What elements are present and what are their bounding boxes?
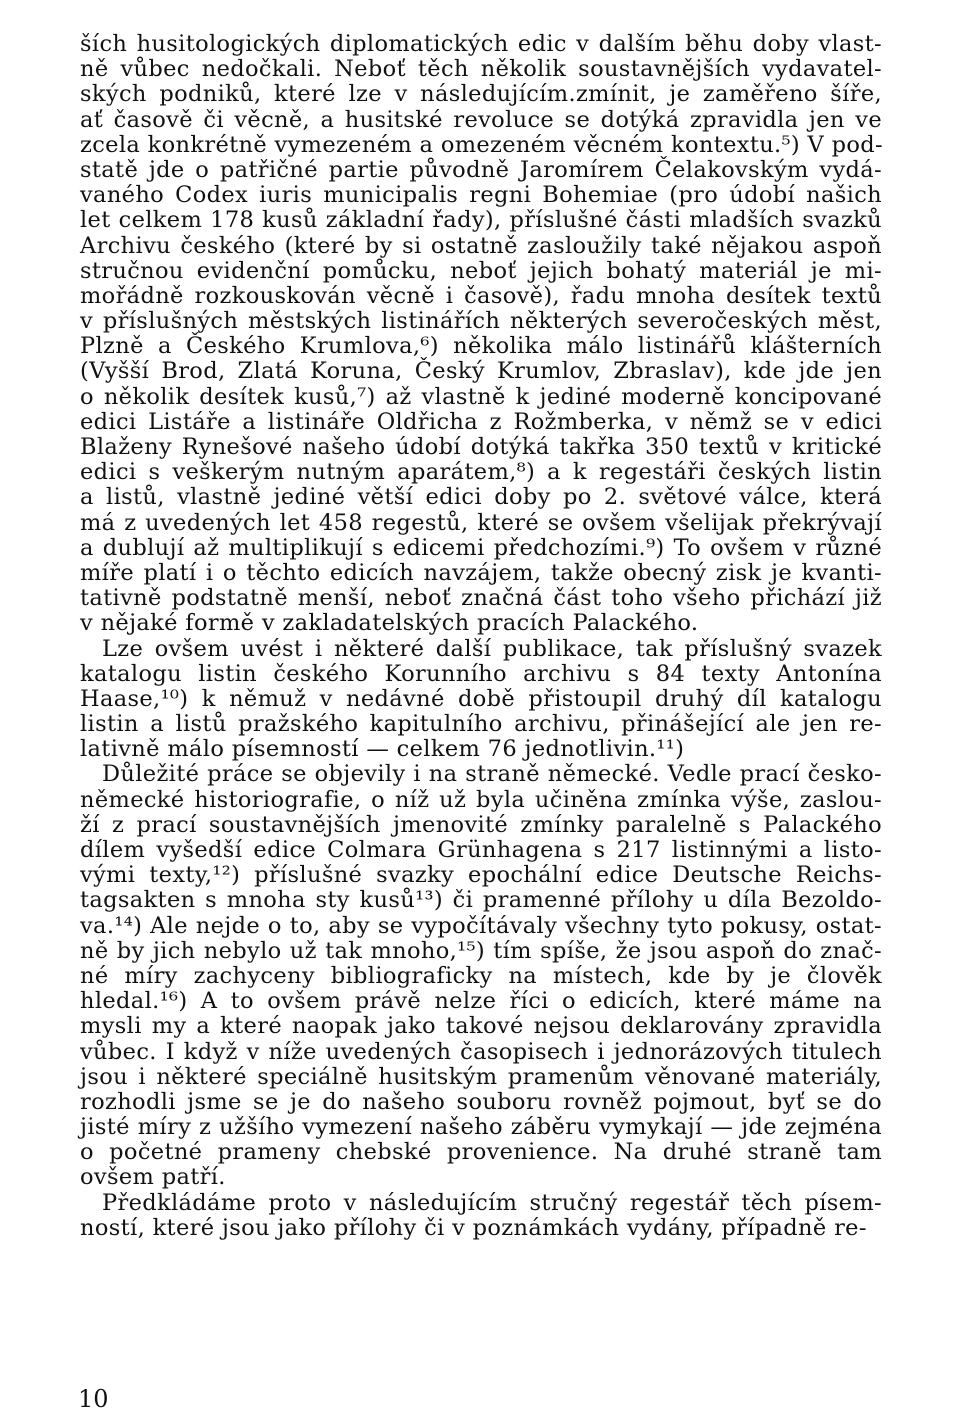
text-line: jisté míry z užšího vymezení našeho záběru vymykají — jde zejména	[80, 1114, 882, 1141]
text-line: Důležité práce se objevily i na straně německé. Vedle prací česko-	[102, 761, 882, 788]
text-line: lativně málo písemností — celkem 76 jednotlivin.¹¹)	[80, 736, 685, 763]
text-line: Plzně a Českého Krumlova,⁶) několika málo listinářů klášterních	[80, 333, 882, 360]
text-line: let celkem 178 kusů základní řady), příslušné části mladších svazků	[80, 207, 882, 234]
text-line: (Vyšší Brod, Zlatá Koruna, Český Krumlov, Zbraslav), kde jde jen	[80, 358, 882, 385]
paragraph	[80, 762, 882, 1190]
text-line: né míry zachyceny bibliograficky na místech, kde by je člověk	[80, 962, 882, 989]
paragraph	[80, 32, 882, 637]
text-line: ských podniků, které lze v následujícím.zmínit, je zaměřeno šíře,	[80, 81, 882, 108]
text-line: ať časově či věcně, a husitské revoluce se dotýká zpravidla jen ve	[80, 106, 882, 133]
text-line: stručnou evidenční pomůcku, neboť jejich bohatý materiál je mi-	[80, 257, 882, 284]
paragraph	[80, 637, 882, 763]
text-line: ovšem patří.	[80, 1164, 226, 1191]
text-line: mořádně rozkouskován věcně i časově), řadu mnoha desítek textů	[80, 282, 882, 309]
text-line: listin a listů pražského kapitulního archivu, přinášející ale jen re-	[80, 711, 882, 738]
text-line: ších husitologických diplomatických edic v dalším běhu doby vlast-	[80, 31, 882, 57]
text-line: va.¹⁴) Ale nejde o to, aby se vypočítávaly všechny tyto pokusy, ostat-	[80, 912, 882, 939]
body-text	[80, 32, 882, 1241]
text-line: o několik desítek kusů,⁷) až vlastně k jediné moderně koncipované	[80, 383, 882, 410]
text-line: tativně podstatně menší, neboť značná část toho všeho přichází již	[80, 585, 882, 612]
text-line: hledal.¹⁶) A to ovšem právě nelze říci o edicích, které máme na	[80, 988, 882, 1015]
text-line: mysli my a které naopak jako takové nejsou deklarovány zpravidla	[80, 1013, 882, 1040]
text-line: vými texty,¹²) příslušné svazky epochální edice Deutsche Reichs-	[80, 862, 882, 889]
text-line: zcela konkrétně vymezeném a omezeném věcném kontextu.⁵) V pod-	[80, 131, 884, 158]
text-line: ží z prací soustavnějších jmenovité zmínky paralelně s Palackého	[80, 811, 882, 838]
text-line: má z uvedených let 458 regestů, které se ovšem všelijak překrývají	[80, 509, 882, 536]
text-line: německé historiografie, o níž už byla učiněna zmínka výše, zaslou-	[80, 786, 882, 813]
text-line: Blaženy Rynešové našeho údobí dotýká takřka 350 textů v kritické	[80, 434, 882, 460]
text-line: tagsakten s mnoha sty kusů¹³) či pramenné přílohy u díla Bezoldo-	[80, 887, 882, 914]
text-line: ně vůbec nedočkali. Neboť těch několik soustavnějších vydavatel-	[80, 56, 882, 83]
text-line: rozhodli jsme se je do našeho souboru rovněž pojmout, byť se do	[80, 1088, 882, 1115]
text-line: vaného Codex iuris municipalis regni Bohemiae (pro údobí našich	[80, 182, 882, 209]
text-line: jsou i některé speciálně husitským pramenům věnované materiály,	[80, 1063, 882, 1090]
text-line: Archivu českého (které by si ostatně zasloužily také nějakou aspoň	[80, 232, 882, 259]
page-number: 10	[78, 1385, 109, 1413]
text-line: Haase,¹⁰) k němuž v nedávné době přistoupil druhý díl katalogu	[80, 685, 882, 712]
text-line: vůbec. I když v níže uvedených časopisech i jednorázových titulech	[80, 1038, 882, 1065]
text-line: o početné prameny chebské provenience. Na druhé straně tam	[80, 1139, 882, 1166]
text-line: ně by jich nebylo už tak mnoho,¹⁵) tím spíše, že jsou aspoň do znač-	[80, 937, 882, 964]
text-line: ností, které jsou jako přílohy či v poznámkách vydány, případně re-	[80, 1214, 867, 1241]
text-line: v příslušných městských listinářích některých severočeských měst,	[80, 308, 882, 335]
text-line: a listů, vlastně jediné větší edici doby po 2. světové válce, která	[80, 484, 882, 511]
text-line: v nějaké formě v zakladatelských pracích Palackého.	[80, 610, 699, 637]
text-line: a dublují až multiplikují s edicemi předchozími.⁹) To ovšem v různé	[80, 534, 882, 561]
text-line: míře platí i o těchto edicích navzájem, takže obecný zisk je kvanti-	[80, 559, 882, 586]
text-line: katalogu listin českého Korunního archivu s 84 texty Antonína	[80, 660, 882, 687]
text-line: dílem vyšedší edice Colmara Grünhagena s 217 listinnými a listo-	[80, 837, 882, 863]
text-line: statě jde o patřičné partie původně Jaromírem Čelakovským vydá-	[80, 156, 882, 183]
text-line: Předkládáme proto v následujícím stručný regestář těch písem-	[102, 1189, 882, 1216]
text-line: edici s veškerým nutným aparátem,⁸) a k regestáři českých listin	[80, 459, 882, 486]
text-line: Lze ovšem uvést i některé další publikace, tak příslušný svazek	[102, 635, 882, 662]
paragraph	[80, 1191, 882, 1241]
text-line: edici Listáře a listináře Oldřicha z Rožmberka, v němž se v edici	[80, 408, 882, 435]
